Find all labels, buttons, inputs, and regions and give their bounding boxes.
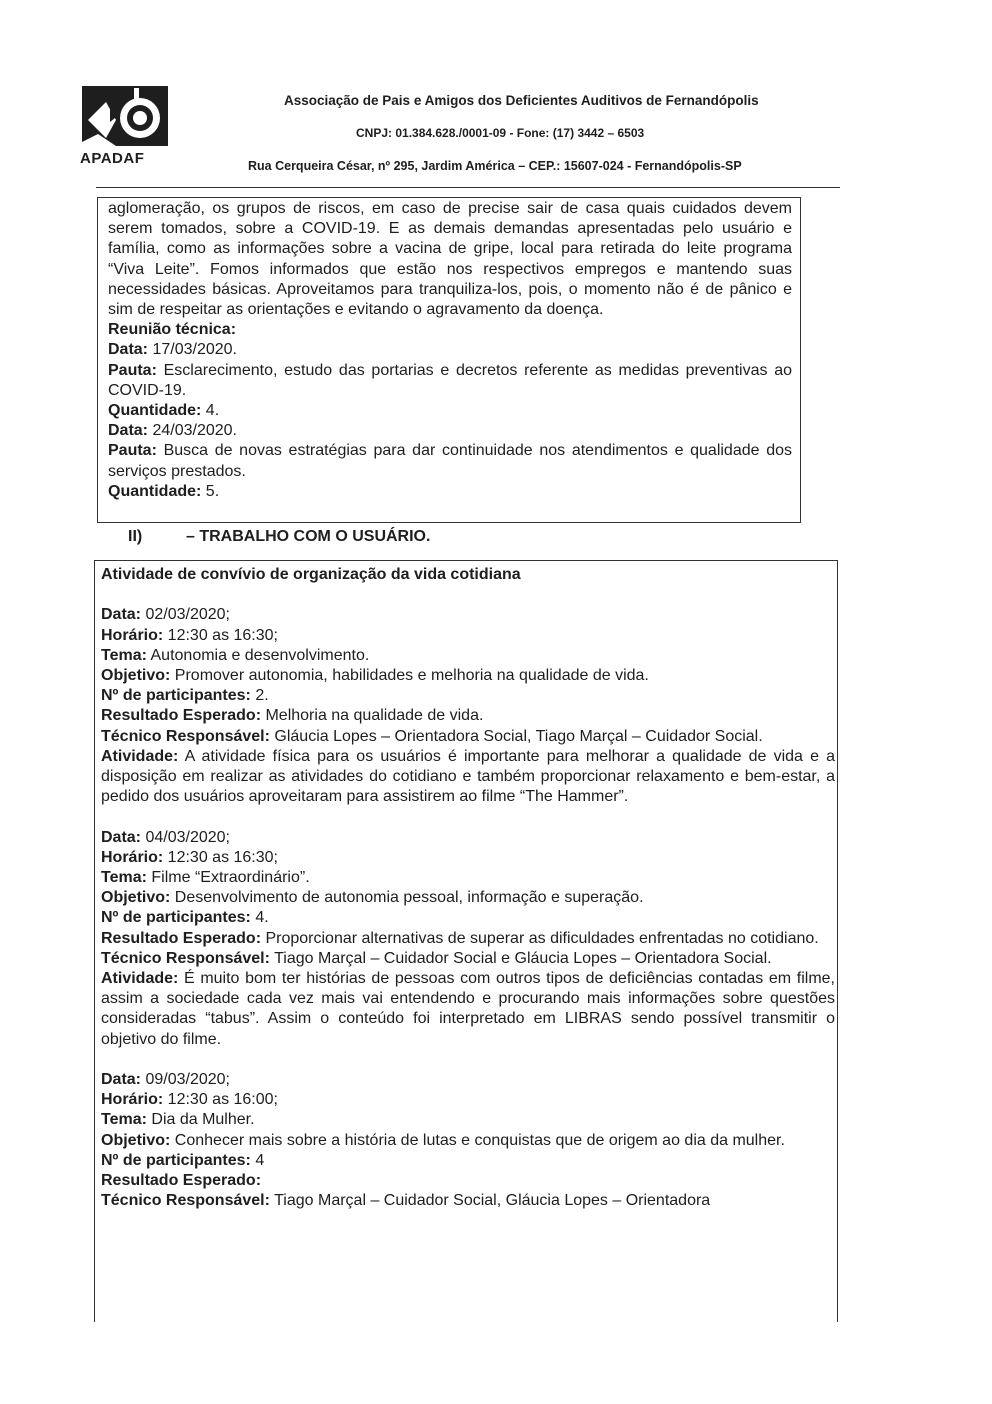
section-number: II) <box>128 528 143 545</box>
entry-theme: Tema: Dia da Mulher. <box>101 1111 255 1129</box>
entry-objective: Objetivo: Promover autonomia, habilidades e melhoria na qualidade de vida. <box>101 667 649 684</box>
entry-participants: Nº de participantes: 4. <box>101 909 269 927</box>
meeting-date: Data: 17/03/2020. <box>108 341 237 359</box>
entry-activity: Atividade: É muito bom ter histórias de pessoas com outros tipos de deficiências contadas em filme, assim a sociedade cada vez mais vai entendendo e procurando mais informações sobre questões consideradas “tabus”. Assim o conteúdo foi interpretado em LIBRAS sendo possível transmitir o objetivo do filme. <box>101 970 835 1048</box>
entry-theme: Tema: Filme “Extraordinário”. <box>101 869 310 887</box>
entry-technician: Técnico Responsável: Tiago Marçal – Cuidador Social e Gláucia Lopes – Orientadora Social. <box>101 949 772 967</box>
section-heading <box>128 528 430 546</box>
activity-box <box>101 565 835 1211</box>
entry-technician: Técnico Responsável: Gláucia Lopes – Orientadora Social, Tiago Marçal – Cuidador Social. <box>101 727 763 745</box>
entry-objective: Objetivo: Desenvolvimento de autonomia pessoal, informação e superação. <box>101 889 644 907</box>
entry-participants: Nº de participantes: 4 <box>101 1151 265 1169</box>
entry-expected-result: Resultado Esperado: Proporcionar alternativas de superar as dificuldades enfrentadas no cotidiano. <box>101 929 819 947</box>
cnpj-phone-line: CNPJ: 01.384.628./0001-09 - Fone: (17) 3442 – 6503 <box>356 126 645 140</box>
header-divider <box>96 187 840 188</box>
entry-expected-result: Resultado Esperado: <box>101 1172 262 1190</box>
entry-time: Horário: 12:30 as 16:30; <box>101 626 278 644</box>
section-title: – TRABALHO COM O USUÁRIO. <box>186 528 431 545</box>
meeting-quantity: Quantidade: 4. <box>108 402 220 420</box>
entry-objective: Objetivo: Conhecer mais sobre a história de lutas e conquistas que de origem ao dia da mulher. <box>101 1131 785 1149</box>
entry-date: Data: 02/03/2020; <box>101 606 230 624</box>
logo-text: APADAF <box>80 150 145 167</box>
meeting-date: Data: 24/03/2020. <box>108 422 237 440</box>
meeting-agenda: Pauta: Busca de novas estratégias para dar continuidade nos atendimentos e qualidade dos serviços prestados. <box>108 442 792 480</box>
meeting-agenda: Pauta: Esclarecimento, estudo das portarias e decretos referente as medidas preventivas ao COVID-19. <box>108 361 792 399</box>
meeting-box <box>108 199 792 502</box>
organization-name: Associação de Pais e Amigos dos Deficientes Auditivos de Fernandópolis <box>284 93 759 108</box>
entry-time: Horário: 12:30 as 16:30; <box>101 848 278 866</box>
intro-paragraph: aglomeração, os grupos de riscos, em caso de precise sair de casa quais cuidados devem serem tomados, sobre a COVID-19. E as demais demandas apresentadas pelo usuário e família, como as informações sobre a vacina de gripe, local para retirada do leite programa “Viva Leite”. Fomos informados que estão nos respectivos empregos e mantendo suas necessidades básicas. Aproveitamos para tranquiliza-los, pois, o momento não é de pânico e sim de respeitar as orientações e evitando o agravamento da doença. <box>108 200 792 319</box>
meeting-heading: Reunião técnica: <box>108 321 237 339</box>
entry-date: Data: 09/03/2020; <box>101 1071 230 1089</box>
entry-activity: Atividade: A atividade física para os usuários é importante para melhorar a qualidade de vida e a disposição em realizar as atividades do cotidiano e também proporcionar relaxamento e bem-estar, a pedido dos usuários aproveitaram para assistirem ao filme “The Hammer”. <box>101 747 835 806</box>
entry-time: Horário: 12:30 as 16:00; <box>101 1091 278 1109</box>
entry-technician: Técnico Responsável: Tiago Marçal – Cuidador Social, Gláucia Lopes – Orientadora <box>101 1192 711 1210</box>
activity-box-title: Atividade de convívio de organização da vida cotidiana <box>101 566 521 583</box>
entry-expected-result: Resultado Esperado: Melhoria na qualidade de vida. <box>101 707 484 725</box>
entry-theme: Tema: Autonomia e desenvolvimento. <box>101 646 370 664</box>
meeting-quantity: Quantidade: 5. <box>108 482 220 500</box>
address-line: Rua Cerqueira César, nº 295, Jardim América – CEP.: 15607-024 - Fernandópolis-SP <box>248 159 742 173</box>
entry-date: Data: 04/03/2020; <box>101 828 230 846</box>
entry-participants: Nº de participantes: 2. <box>101 687 269 705</box>
